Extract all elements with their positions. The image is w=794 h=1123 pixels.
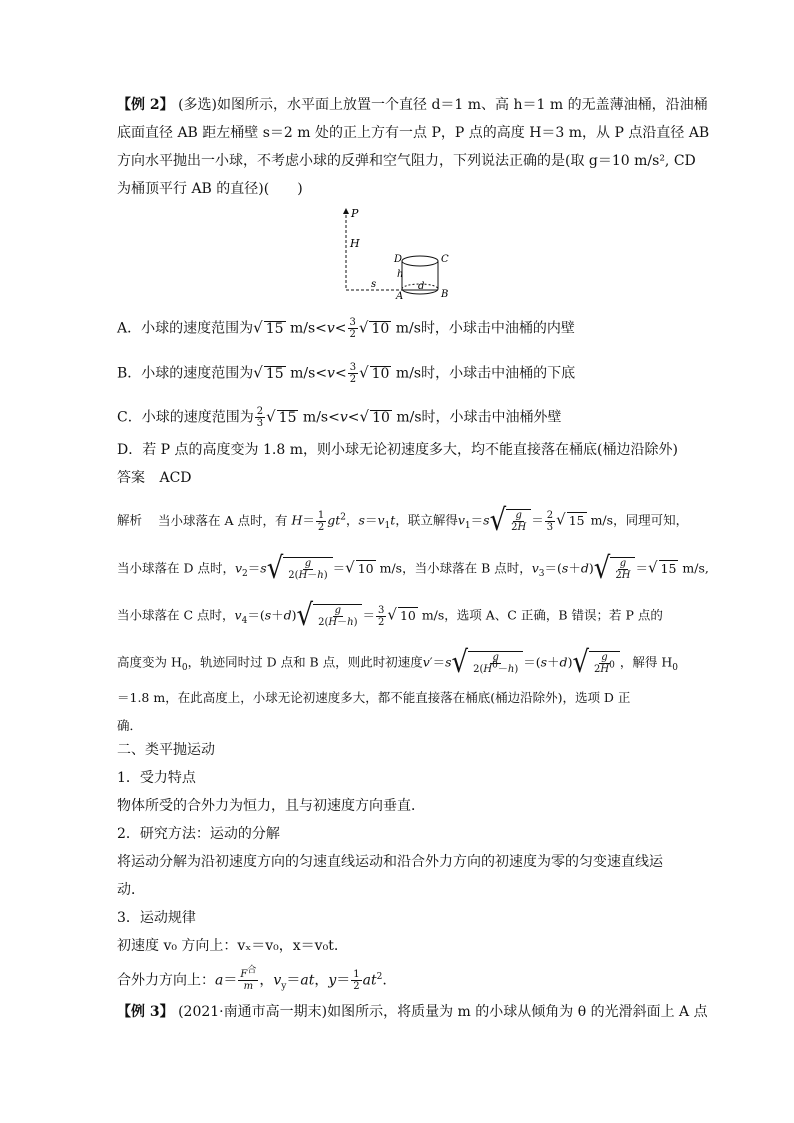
question-tag: (多选) [178, 97, 218, 113]
answer-label: 答案 [117, 470, 145, 486]
subsection-2-text1: 将运动分解为沿初速度方向的匀速直线运动和沿合外力方向的初速度为零的匀变速直线运 [117, 854, 663, 870]
option-c-suffix: 时，小球击中油桶外壁 [421, 409, 562, 426]
subsection-2: 2．研究方法：运动的分解 [117, 826, 280, 842]
analysis-text: 当小球落在 C 点时， [117, 607, 235, 623]
analysis-text: ，选项 A、C 正确，B 错误；若 P 点的 [444, 607, 663, 623]
analysis-text: ，轨迹同时过 D 点和 B 点，则此时初速度 [187, 654, 423, 670]
option-a: A．小球的速度范围为√ 15 m/s<v< $\frac{3}{2}$ √ 10 m/s时，小球击中油桶的内壁 [117, 317, 575, 340]
option-b: B．小球的速度范围为√ 15 m/s<v< $\frac{3}{2}$ √ 10 m/s时，小球击中油桶的下底 [117, 362, 576, 385]
analysis-text: ，同理可知， [613, 512, 689, 528]
option-c: C．小球的速度范围为 $\frac{2}{3}$ √ 15 m/s<v<√ 10 m/s时，小球击中油桶外壁 [117, 406, 562, 429]
analysis-label: 解析 [117, 512, 143, 528]
subsection-3-line-a: 初速度 v₀ 方向上：vₓ＝v₀，x＝v₀t. [117, 938, 339, 954]
option-b-prefix: B．小球的速度范围为 [117, 365, 254, 382]
analysis-line5: ＝1.8 m，在此高度上，小球无论初速度多大，都不能直接落在桶底(桶边沿除外)，选项 D 正 [117, 690, 631, 705]
label-d: d [418, 281, 425, 292]
analysis-line6: 确． [117, 718, 143, 733]
analysis-text: ，当小球落在 B 点时， [402, 560, 532, 576]
label-s: s [371, 279, 377, 290]
option-b-suffix: 时，小球击中油桶的下底 [421, 365, 576, 382]
subsection-3: 3．运动规律 [117, 910, 196, 926]
section-title: 二、类平抛运动 [117, 742, 215, 758]
label-P: P [351, 207, 359, 220]
answer-value: ACD [159, 470, 192, 486]
option-a-suffix: 时，小球击中油桶的内壁 [420, 320, 575, 337]
subsection-2-text2: 动． [117, 882, 145, 898]
option-c-prefix: C．小球的速度范围为 [117, 409, 254, 426]
analysis-text: ，解得 H [619, 654, 673, 670]
analysis-text: ，联立解得 [395, 512, 458, 528]
label-A: A [396, 291, 404, 300]
label-B: B [441, 289, 449, 300]
subsection-1: 1．受力特点 [117, 770, 196, 786]
example-label: 【例 3】 [117, 1004, 174, 1020]
oil-drum-figure [336, 205, 466, 300]
analysis-line1: 解析 当小球落在 A 点时，有 H＝ $\frac{1}{2}$ $gt^2$，$s=v_1t$，联立解得$v_1=s$ √ $\frac{g}{2H}$ ＝ $\frac{2}{3}$ √ 15 m/s，同理可知， [117, 503, 689, 539]
example2-line2: 底面直径 AB 距左桶壁 s＝2 m 处的正上方有一点 P，P 点的高度 H＝3 m，从 P 点沿直径 AB [117, 125, 710, 141]
label-H: H [350, 237, 360, 250]
analysis-text: 当小球落在 A 点时，有 [158, 512, 288, 528]
analysis-text: 高度变为 H [117, 654, 182, 670]
analysis-line4: 高度变为 $H_0$，轨迹同时过 D 点和 B 点，则此时初速度v′＝s √ $\frac{g}{2(H^0-h)}$ ＝(s＋d) √ $\frac{g}{2H^0}$ ，解得 $H_0$ [117, 645, 678, 681]
formula-prefix: 合外力方向上： [117, 972, 215, 989]
example3-line1 [117, 1003, 708, 1021]
example2-line4: 为桶顶平行 AB 的直径)( ) [117, 181, 303, 197]
subsection-1-text: 物体所受的合外力为恒力，且与初速度方向垂直． [117, 798, 425, 814]
example-label: 【例 2】 [117, 97, 174, 113]
example2-line1 [117, 96, 708, 114]
analysis-line3: 当小球落在 C 点时，$v_4=(s+d)$ √ $\frac{g}{2(H-h)}$ ＝ $\frac{3}{2}$ √ 10 m/s，选项 A、C 正确，B 错误；若 P 点的 [117, 598, 663, 634]
subsection-3-line-b: 合外力方向上：a＝ $\frac{F^合}{m}$ ，$v_y=at$，y＝ $\frac{1}{2}$ $at^2$. [117, 965, 387, 992]
analysis-text: 当小球落在 D 点时， [117, 560, 235, 576]
question-text: 如图所示，水平面上放置一个直径 d＝1 m、高 h＝1 m 的无盖薄油桶，沿油桶 [217, 97, 708, 113]
answer-line [117, 469, 192, 487]
label-D: D [394, 254, 403, 265]
analysis-line2: 当小球落在 D 点时，$v_2=s$ √ $\frac{g}{2(H-h)}$ ＝√ 10 m/s，当小球落在 B 点时，$v_3=(s+d)$ √ $\frac{g}{2H}$ ＝√ 15 m/s, [117, 551, 709, 587]
example3-text: (2021·南通市高一期末)如图所示，将质量为 m 的小球从倾角为 θ 的光滑斜面上 A 点 [178, 1004, 708, 1020]
label-C: C [441, 254, 449, 265]
label-h: h [397, 269, 404, 280]
example2-line3: 方向水平抛出一小球，不考虑小球的反弹和空气阻力，下列说法正确的是(取 g＝10 m/s², CD [117, 153, 696, 169]
option-d: D．若 P 点的高度变为 1.8 m，则小球无论初速度多大，均不能直接落在桶底(桶边沿除外) [117, 442, 678, 458]
option-a-prefix: A．小球的速度范围为 [117, 320, 254, 337]
